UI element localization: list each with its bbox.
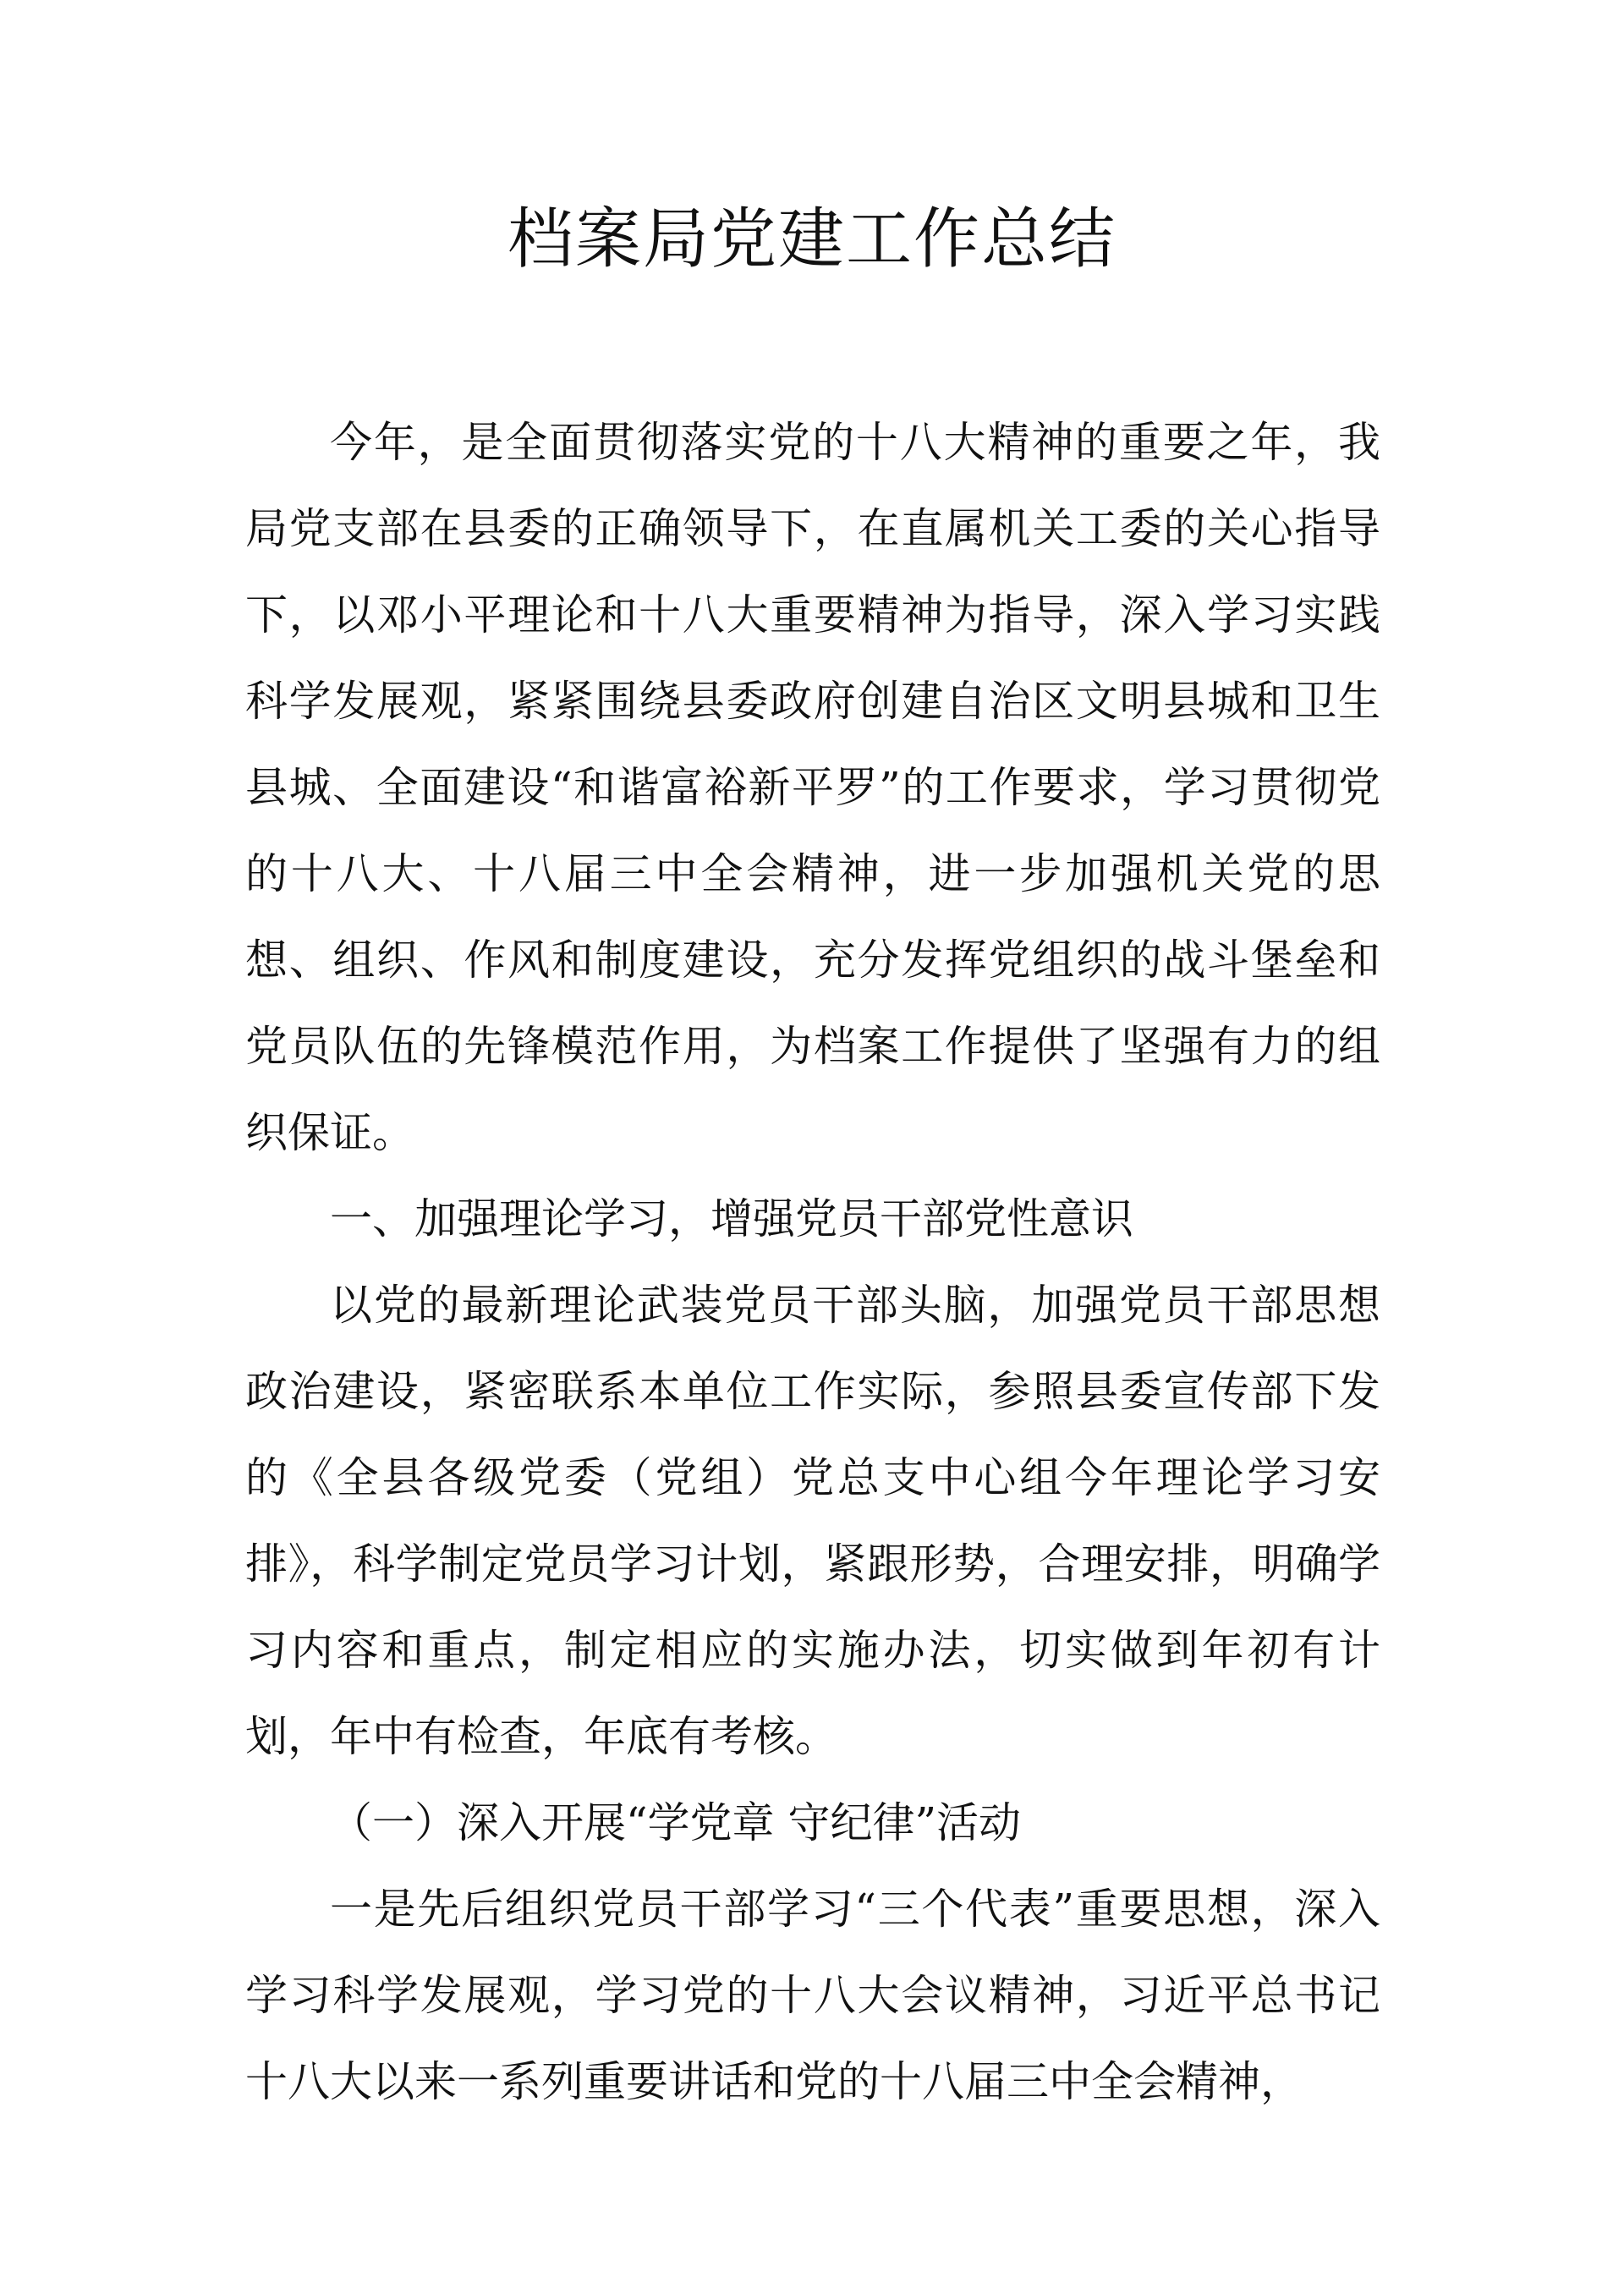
subsection-1-paragraph: 一是先后组织党员干部学习“三个代表”重要思想，深入学习科学发展观，学习党的十八大会议精神，习近平总书记十八大以来一系列重要讲话和党的十八届三中全会精神， <box>245 1885 1380 2106</box>
subsection-heading-1: （一）深入开展“学党章 守纪律”活动 <box>330 1798 1022 1847</box>
section-1-paragraph: 以党的最新理论武装党员干部头脑，加强党员干部思想政治建设，紧密联系本单位工作实际，参照县委宣传部下发的《全县各级党委（党组）党总支中心组今年理论学习安排》，科学制定党员学习计划，紧跟形势，合理安排，明确学习内容和重点，制定相应的实施办法，切实做到年初有计划，年中有检查，年底有考核。 <box>245 1281 1380 1761</box>
document-body <box>245 399 1380 2125</box>
document-title: 档案局党建工作总结 <box>507 201 1116 277</box>
section-heading-1: 一、加强理论学习，增强党员干部党性意识 <box>330 1194 1133 1243</box>
intro-paragraph: 今年，是全面贯彻落实党的十八大精神的重要之年，我局党支部在县委的正确领导下，在直属机关工委的关心指导下，以邓小平理论和十八大重要精神为指导，深入学习实践科学发展观，紧紧围绕县委政府创建自治区文明县城和卫生县城、全面建设“和谐富裕新平罗”的工作要求，学习贯彻党的十八大、十八届三中全会精神，进一步加强机关党的思想、组织、作风和制度建设，充分发挥党组织的战斗堡垒和党员队伍的先锋模范作用，为档案工作提供了坚强有力的组织保证。 <box>245 418 1380 1157</box>
